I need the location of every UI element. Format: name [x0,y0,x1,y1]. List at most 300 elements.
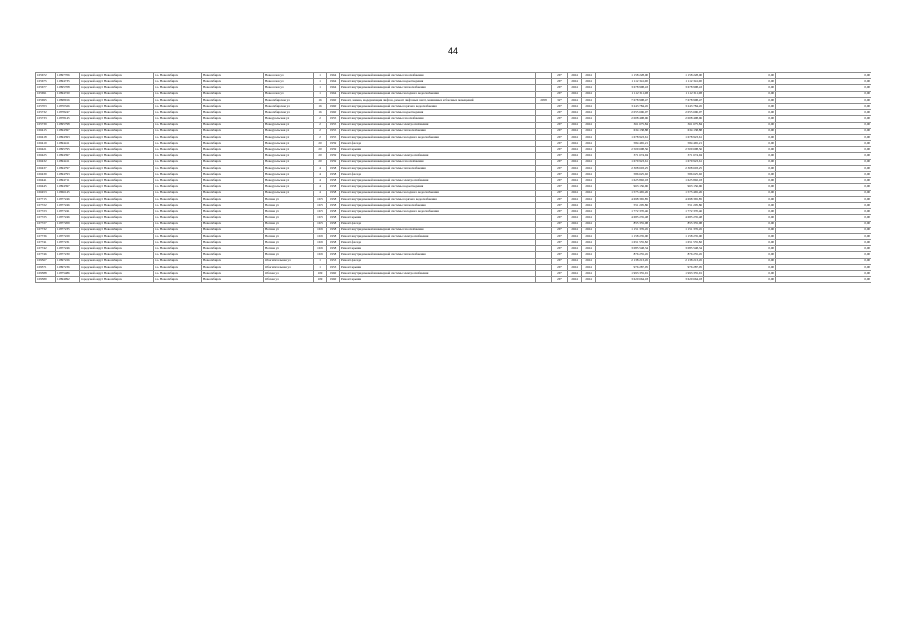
table-cell: 2 055 696,07 [596,110,650,116]
table-cell: 584 465,21 [596,141,650,147]
table-cell: 1964 [327,91,340,97]
table-cell: 0,00 [704,85,776,91]
table-cell: Ремонт внутридомовой инженерной системы холодного водоснабжения [340,190,536,196]
table-cell: 11895798 [56,122,80,128]
table-cell: Новоуральская ул [264,141,314,147]
table-cell: Ногина ул [264,196,314,202]
table-cell: Новосибирск [202,110,264,116]
table-cell: 2 138 213,45 [650,258,704,264]
table-cell: городской округ Новосибирск [80,221,154,227]
table-cell: Ремонт внутридомовой инженерной системы газоснабжения [340,227,536,233]
table-cell: 10/6 [314,252,327,258]
table-cell: 26* [552,233,568,239]
table-cell: 1 993 355,91 [650,271,704,277]
table-cell: Новоуральская ул [264,178,314,184]
table-cell: Новосибирск [202,209,264,215]
table-cell: 3 620 664,18 [596,277,650,283]
table-cell: 0,00 [704,134,776,140]
table-cell: г.о. Новосибирск [154,110,202,116]
table-cell: 11897236 [56,264,80,270]
table-cell: 106432 [36,159,56,165]
table-cell: 20 [314,141,327,147]
table-cell: 1958 [327,202,340,208]
table-cell: 1 151 376,45 [596,227,650,233]
table-cell: городской округ Новосибирск [80,252,154,258]
table-cell: Новоуральская ул [264,128,314,134]
table-cell: Новоуральская ул [264,172,314,178]
table-cell: 0,00 [704,196,776,202]
table-cell: 107722 [36,202,56,208]
table-cell: 2058 [536,97,552,103]
table-cell: городской округ Новосибирск [80,141,154,147]
table-cell: 2024 [582,271,596,277]
table-cell: 2024 [568,79,582,85]
table-cell: 1958 [327,196,340,202]
table-cell [536,277,552,283]
table-cell: 26* [552,73,568,79]
table-cell: городской округ Новосибирск [80,190,154,196]
table-cell: 26* [552,271,568,277]
table-cell: Ремонт фасада [340,221,536,227]
table-cell: 2024 [582,252,596,258]
table-cell: 2024 [582,202,596,208]
table-cell: г.о. Новосибирск [154,209,202,215]
table-cell: 11894735 [56,79,80,85]
table-cell: 2024 [568,178,582,184]
table-cell: 0,00 [704,153,776,159]
table-cell: 976 287,05 [650,264,704,270]
table-cell: 2024 [582,79,596,85]
table-cell: Ногина ул [264,233,314,239]
table-cell: 1 575 465,26 [596,190,650,196]
table-cell: 1959 [327,147,340,153]
table-cell: 876 255,45 [596,252,650,258]
table-cell: 106453 [36,190,56,196]
table-cell: Новоуральская ул [264,122,314,128]
table-cell: 1960 [327,97,340,103]
table-cell: 0,00 [704,202,776,208]
table-cell: 106421 [36,147,56,153]
table-cell: 4 [314,184,327,190]
table-cell: 0,00 [704,116,776,122]
table-cell: Новосибирская ул [264,97,314,103]
table-cell: 16 [314,103,327,109]
table-cell: Новосибирск [202,178,264,184]
page-number: 44 [447,46,458,56]
table-cell: Ногина ул [264,227,314,233]
table-cell: г.о. Новосибирск [154,178,202,184]
table-cell: 3 243 784,45 [596,103,650,109]
table-cell: Новоуральская ул [264,159,314,165]
table-cell: Новосибирск [202,271,264,277]
table-cell: 105672 [36,73,56,79]
table-cell: 10/5 [314,209,327,215]
table-cell: Новосибирск [202,116,264,122]
table-cell: Новосибирск [202,128,264,134]
table-cell: 26* [552,202,568,208]
table-cell: 3 678 998,43 [650,85,704,91]
table-cell: 10/6 [314,233,327,239]
table-cell: Ремонт внутридомовой инженерной системы водоотведения [340,79,536,85]
table-cell: 2024 [568,103,582,109]
table-cell: 11877229 [56,233,80,239]
table-cell: Ремонт крыши [340,277,536,283]
table-cell: Ногина ул [264,221,314,227]
table-cell: 11877230 [56,252,80,258]
table-cell: г.о. Новосибирск [154,196,202,202]
table-cell: 2024 [582,128,596,134]
table-cell: 11878247 [56,110,80,116]
table-cell: 26* [552,116,568,122]
table-cell: 1964 [327,79,340,85]
table-cell: Ремонт крыши [340,264,536,270]
table-cell: 0,00 [704,110,776,116]
table-cell: 0,00 [704,215,776,221]
table-cell: 0,00 [704,97,776,103]
table-cell: 2024 [568,73,582,79]
table-cell: Новосибирск [202,233,264,239]
table-cell: 1 112 341,00 [650,79,704,85]
table-cell: 0,00 [776,110,872,116]
table-cell: 2024 [568,128,582,134]
table-cell: 0,00 [704,141,776,147]
table-cell: Ремонт внутридомовой инженерной системы электроснабжения [340,178,536,184]
table-cell: городской округ Новосибирск [80,128,154,134]
table-cell: 2 [314,116,327,122]
table-cell: Ногина ул [264,202,314,208]
table-cell: 0,00 [704,122,776,128]
table-cell: 10/5 [314,196,327,202]
table-cell: 0,00 [776,73,872,79]
table-cell: 1 651 555,82 [650,240,704,246]
table-cell: городской округ Новосибирск [80,110,154,116]
table-cell: 2024 [582,159,596,165]
table-cell: 0,00 [776,190,872,196]
table-cell: 0,00 [704,246,776,252]
table-cell: 26* [552,159,568,165]
table-cell: Обогатительная ул [264,264,314,270]
table-cell: 371 674,94 [596,153,650,159]
table-cell: Новосибирск [202,258,264,264]
table-cell: Новосибирск [202,221,264,227]
table-cell: 0,00 [776,165,872,171]
table-cell: 2024 [568,215,582,221]
table-cell: 26* [552,215,568,221]
table-cell: 0,00 [776,147,872,153]
table-cell: 10/5 [314,215,327,221]
table-cell: Ремонт внутридомовой инженерной системы электроснабжения [340,271,536,277]
table-cell: 11894793 [56,172,80,178]
table-cell: 106425 [36,153,56,159]
table-cell: 107732 [36,227,56,233]
table-cell: г.о. Новосибирск [154,73,202,79]
table-cell: Новоуральская ул [264,134,314,140]
table-cell: 1958 [327,178,340,184]
table-cell: 0,00 [704,73,776,79]
table-cell: 2024 [582,240,596,246]
table-cell: Ногина ул [264,209,314,215]
table-cell: 2024 [568,159,582,165]
table-cell: 0,00 [776,221,872,227]
table-cell: 963 156,96 [596,184,650,190]
repair-schedule-table-container [35,72,871,620]
table-cell: 1 112 311,08 [650,91,704,97]
table-cell: Ремонт внутридомовой инженерной системы теплоснабжения [340,165,536,171]
table-cell: 10/5 [314,221,327,227]
table-cell: 0,00 [704,128,776,134]
table-cell: 551 205,86 [650,202,704,208]
table-cell: 105677 [36,85,56,91]
table-cell: г.о. Новосибирск [154,264,202,270]
table-cell: Ремонт внутридомовой инженерной системы электроснабжения [340,153,536,159]
table-cell: Новосибирск [202,85,264,91]
table-cell: 0,00 [776,116,872,122]
table-cell: г.о. Новосибирск [154,202,202,208]
table-cell: г.о. Новосибирск [154,184,202,190]
table-cell: г.о. Новосибирск [154,97,202,103]
table-cell: 1 625 892,18 [650,178,704,184]
table-cell: городской округ Новосибирск [80,277,154,283]
table-cell: 4 [314,165,327,171]
table-cell: 1959 [327,153,340,159]
table-cell: 1958 [327,227,340,233]
table-cell: 1960 [327,103,340,109]
table-cell: городской округ Новосибирск [80,147,154,153]
table-cell: городской округ Новосибирск [80,233,154,239]
table-cell: 26* [552,190,568,196]
table-cell: 1960 [327,271,340,277]
table-cell: Ремонт внутридомовой инженерной системы водоотведения [340,184,536,190]
table-cell: 2024 [582,190,596,196]
table-cell: 855 355,98 [650,221,704,227]
table-cell: 2024 [582,165,596,171]
table-cell: 1958 [327,240,340,246]
table-cell: 1 [314,264,327,270]
table-cell: 586 625,92 [650,172,704,178]
table-cell: 2 008 498,96 [596,116,650,122]
table-cell: 11878145 [56,116,80,122]
table-cell: Новосибирск [202,246,264,252]
table-cell: 0,00 [776,79,872,85]
table-cell: Новосибирск [202,91,264,97]
table-cell: 105691 [36,91,56,97]
table-cell: 2024 [582,85,596,91]
table-cell: 2024 [582,103,596,109]
table-cell: 2024 [568,184,582,190]
table-cell: Ремонт крыши [340,246,536,252]
table-cell: г.о. Новосибирск [154,240,202,246]
table-cell: 4 [314,172,327,178]
table-cell: 2024 [582,196,596,202]
table-cell: 11894720 [56,91,80,97]
table-cell: Новосибирск [202,252,264,258]
table-cell: 2024 [582,184,596,190]
table-cell: городской округ Новосибирск [80,165,154,171]
table-cell: 976 287,05 [596,264,650,270]
table-cell: Новосибирск [202,172,264,178]
table-cell: 26* [552,277,568,283]
table-cell: 20 [314,153,327,159]
table-cell: 1 [314,258,327,264]
table-cell: Ремонт внутридомовой инженерной системы газоснабжения [340,159,536,165]
table-cell: Ремонт, замена, модернизация лифтов, ремонт лифтовых шахт, машинных и блочных помещений [340,97,536,103]
table-cell: 2024 [582,97,596,103]
table-cell: Новосибирск [202,153,264,159]
table-cell: 1 679 923,61 [650,159,704,165]
table-cell: 0,00 [704,258,776,264]
table-cell: 4 [314,190,327,196]
table-cell: Новоселов ул [264,73,314,79]
table-cell: 3 620 664,18 [650,277,704,283]
table-cell: 105732 [36,110,56,116]
table-cell: 109589 [36,277,56,283]
table-cell: 1 158 235,00 [650,233,704,239]
table-cell: 2 308 603,25 [596,165,650,171]
table-cell: 0,00 [704,233,776,239]
table-cell: 2024 [582,264,596,270]
table-cell: 26* [552,103,568,109]
table-cell: 109 [314,277,327,283]
table-cell: 1959 [327,141,340,147]
table-cell: Новосибирск [202,103,264,109]
table-cell: 16 [314,97,327,103]
table-cell: 0,00 [704,172,776,178]
table-cell: Ремонт внутридомовой инженерной системы холодного водоснабжения [340,91,536,97]
table-cell: 855 355,98 [596,221,650,227]
table-cell: 2024 [568,116,582,122]
table-cell: 584 465,21 [650,141,704,147]
table-cell: 0,00 [776,264,872,270]
table-cell: 107742 [36,246,56,252]
table-cell: г.о. Новосибирск [154,103,202,109]
table-cell: 634 138,88 [596,128,650,134]
table-cell: 11877231 [56,240,80,246]
table-cell: 0,00 [776,227,872,233]
table-cell: 26* [552,153,568,159]
table-cell: 2024 [568,240,582,246]
table-cell: 0,00 [776,246,872,252]
table-cell: 11877246 [56,196,80,202]
table-cell: 0,00 [776,153,872,159]
table-cell: Ремонт внутридомовой инженерной системы холодного водоснабжения [340,209,536,215]
table-cell: 26* [552,209,568,215]
table-cell: 11894397 [56,184,80,190]
table-cell: Ремонт внутридомовой инженерной системы горячего водоснабжения [340,103,536,109]
table-cell: г.о. Новосибирск [154,233,202,239]
table-cell: 2024 [582,227,596,233]
table-cell: 3 085 548,34 [596,246,650,252]
table-cell: 1958 [327,221,340,227]
table-cell: городской округ Новосибирск [80,227,154,233]
table-cell: 2024 [568,221,582,227]
table-cell: 3 243 784,45 [650,103,704,109]
table-cell: 4 [314,178,327,184]
table-cell: 106445 [36,184,56,190]
table-cell: 0,00 [704,277,776,283]
table-cell: 107715 [36,196,56,202]
table-cell: 2024 [568,202,582,208]
table-cell: Новосибирск [202,227,264,233]
table-cell: 0,00 [776,209,872,215]
table-cell: 2024 [568,153,582,159]
table-cell: 26* [552,134,568,140]
table-cell: г.о. Новосибирск [154,165,202,171]
table-row [36,277,872,283]
table-cell: 1 993 355,91 [596,271,650,277]
table-cell: городской округ Новосибирск [80,240,154,246]
table-cell: Новосибирск [202,97,264,103]
table-cell: г.о. Новосибирск [154,190,202,196]
table-cell: 11877241 [56,209,80,215]
table-cell: 2024 [582,209,596,215]
table-cell: г.о. Новосибирск [154,91,202,97]
table-cell: 1958 [327,215,340,221]
table-cell: 0,00 [776,128,872,134]
table-cell: 2 509 698,56 [596,147,650,153]
table-cell: 109588 [36,271,56,277]
table-cell: 11894397 [56,153,80,159]
table-cell: 26* [552,246,568,252]
table-cell: 0,00 [776,184,872,190]
table-cell: 0,00 [704,165,776,171]
table-cell: Новосибирск [202,165,264,171]
table-cell: 2024 [568,141,582,147]
table-cell: 20 [314,147,327,153]
table-cell: 1 [314,85,327,91]
table-cell: городской округ Новосибирск [80,91,154,97]
table-cell: Ремонт фасада [340,172,536,178]
table-cell: Новосибирская ул [264,110,314,116]
table-cell: городской округ Новосибирск [80,271,154,277]
table-cell: 2024 [582,116,596,122]
table-cell: 2024 [582,153,596,159]
table-cell: 0,00 [776,159,872,165]
table-cell: Новоселов ул [264,91,314,97]
table-cell: 2024 [568,85,582,91]
table-cell: 109571 [36,264,56,270]
table-cell: 1 [314,91,327,97]
table-cell: 11897226 [56,258,80,264]
table-cell: 0,00 [776,258,872,264]
table-cell: 4 698 365,85 [596,196,650,202]
table-cell: 1 151 376,45 [650,227,704,233]
table-cell: г.о. Новосибирск [154,116,202,122]
table-cell: 11877235 [56,227,80,233]
table-cell: 26* [552,79,568,85]
table-cell: 2 [314,134,327,140]
table-cell: 0,00 [704,221,776,227]
table-cell: 1958 [327,190,340,196]
table-cell: 0,00 [776,178,872,184]
table-cell: городской округ Новосибирск [80,103,154,109]
table-cell: 1 [314,79,327,85]
table-cell: 1958 [327,184,340,190]
table-cell: г.о. Новосибирск [154,252,202,258]
table-cell: 4 685 235,48 [596,215,650,221]
table-cell: 2024 [568,258,582,264]
table-cell: 2 [314,122,327,128]
table-cell: 105733 [36,116,56,122]
table-cell: Новоуральская ул [264,184,314,190]
table-cell: Новоуральская ул [264,116,314,122]
table-cell: 963 156,96 [650,184,704,190]
table-cell: Новосибирск [202,264,264,270]
table-cell: 2 138 213,45 [596,258,650,264]
table-cell: Новоуральская ул [264,190,314,196]
table-cell: 1958 [327,246,340,252]
table-cell: 1958 [327,165,340,171]
table-cell: 0,00 [776,202,872,208]
